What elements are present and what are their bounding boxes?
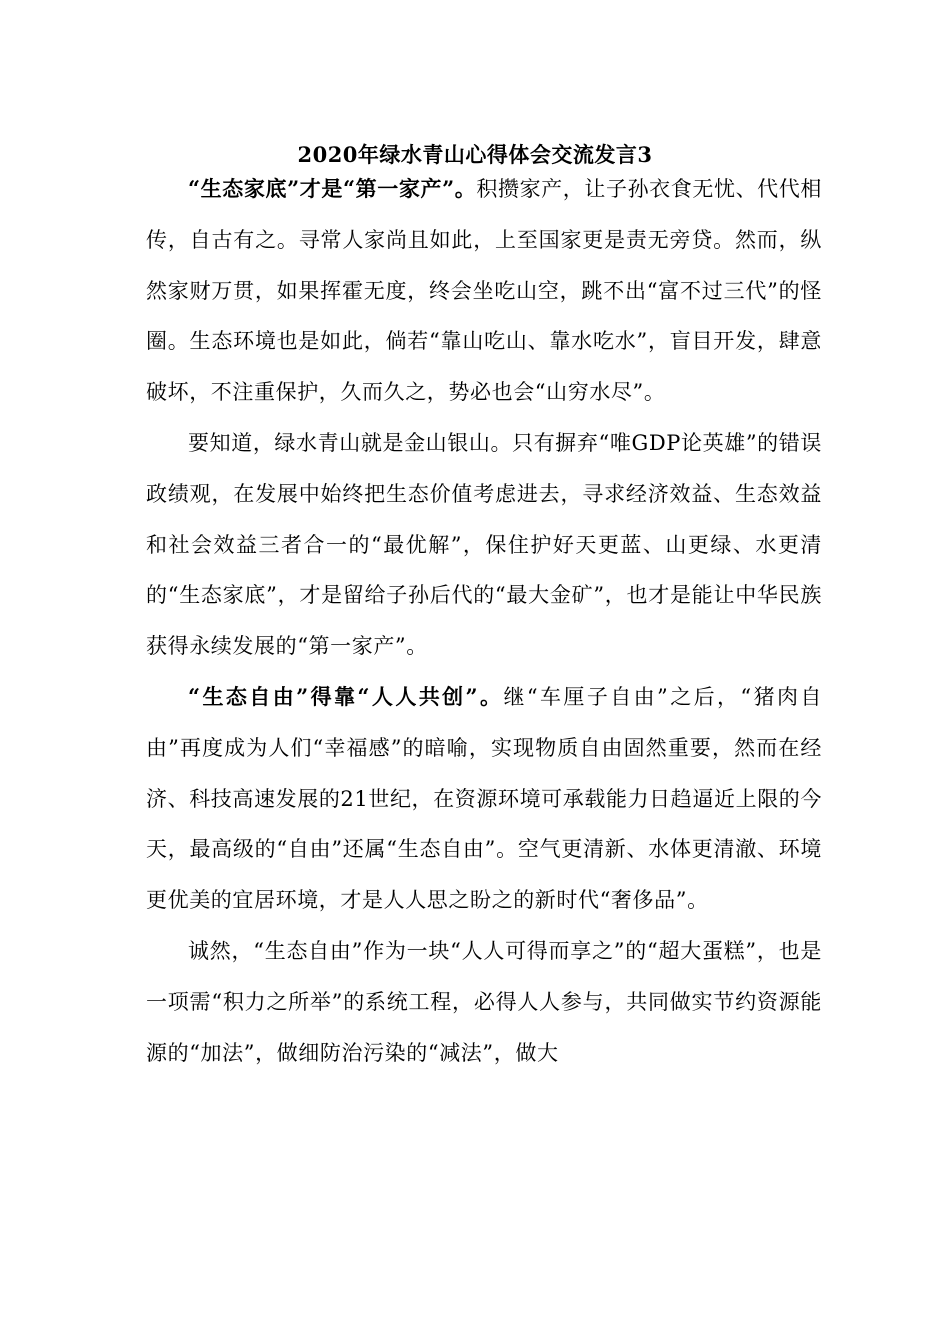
paragraph-3-text: 继“车厘子自由”之后，“猪肉自由”再度成为人们“幸福感”的暗喻，实现物质自由固然重要，然而在经济、科技高速发展的21世纪，在资源环境可承载能力日趋逼近上限的今天，最高级的“自由”还属“生态自由”。空气更清新、水体更清澈、环境更优美的宜居环境，才是人人思之盼之的新时代“奢侈品”。 — [146, 684, 822, 913]
paragraph-4 — [146, 926, 822, 1078]
paragraph-1-text: 积攒家产，让子孙衣食无忧、代代相传，自古有之。寻常人家尚且如此，上至国家更是责无旁贷。然而，纵然家财万贯，如果挥霍无度，终会坐吃山空，跳不出“富不过三代”的怪圈。生态环境也是如此，倘若“靠山吃山、靠水吃水”，盲目开发，肆意破坏，不注重保护，久而久之，势必也会“山穷水尽”。 — [146, 177, 822, 405]
document-title: 2020年绿水青山心得体会交流发言3 — [297, 142, 653, 167]
paragraph-4-text: 诚然，“生态自由”作为一块“人人可得而享之”的“超大蛋糕”，也是一项需“积力之所举”的系统工程，必得人人参与，共同做实节约资源能源的“加法”，做细防治污染的“减法”，做大 — [146, 938, 822, 1065]
paragraph-2-text: 要知道，绿水青山就是金山银山。只有摒弃“唯GDP论英雄”的错误政绩观，在发展中始终把生态价值考虑进去，寻求经济效益、生态效益和社会效益三者合一的“最优解”，保住护好天更蓝、山更绿、水更清的“生态家底”，才是留给子孙后代的“最大金矿”，也才是能让中华民族获得永续发展的“第一家产”。 — [146, 430, 822, 659]
paragraph-2 — [146, 418, 822, 672]
paragraph-1-lead: “生态家底”才是“第一家产”。 — [188, 176, 477, 201]
document-body — [146, 164, 822, 1078]
paragraph-3 — [146, 672, 822, 926]
paragraph-1 — [146, 164, 822, 418]
paragraph-3-lead: “生态自由”得靠“人人共创”。 — [188, 683, 504, 709]
